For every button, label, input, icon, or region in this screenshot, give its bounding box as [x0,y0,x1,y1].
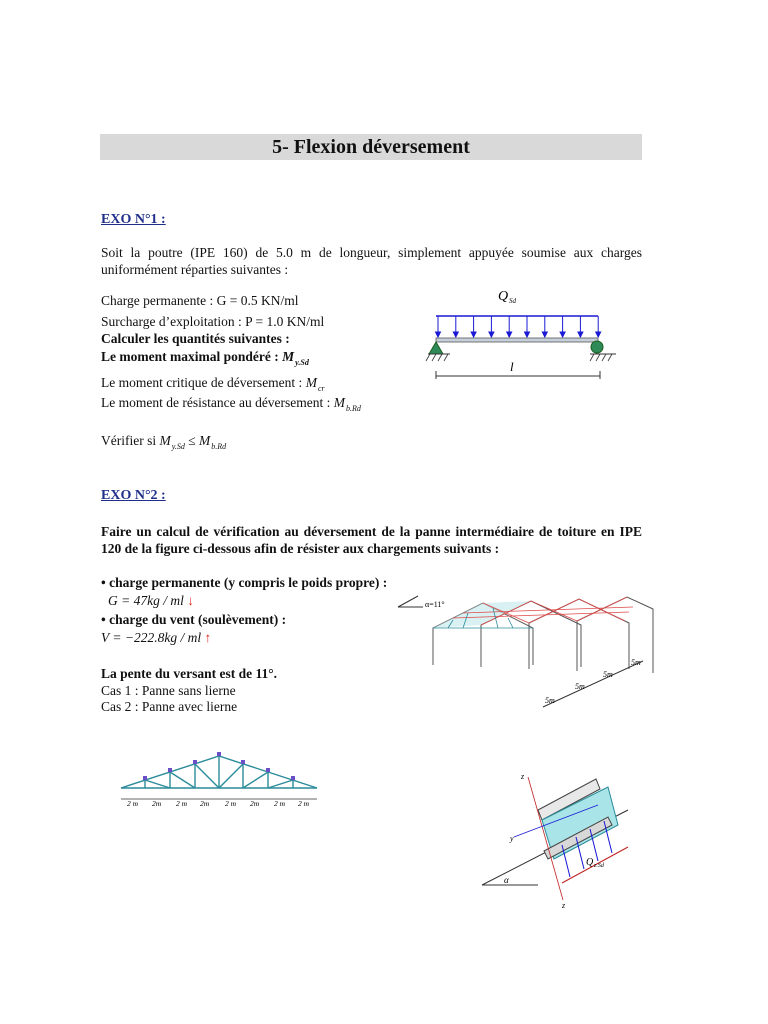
truss-spacing-4: 2m [200,799,210,808]
load-arrowhead [578,332,583,337]
purlin-load-subscript: z.Sd [594,863,604,869]
exo2-heading: EXO N°2 : [101,488,166,503]
roof-panel [433,601,531,628]
exo2-g-value: G = 47kg / ml [108,593,184,608]
y-axis-label: y [510,834,514,843]
exo1-critical-moment-subscript: cr [317,384,325,393]
exo1-resistance-moment-symbol: M [333,395,346,410]
span-dimension-line [543,661,643,707]
exo1-heading: EXO N°1 : [101,212,166,227]
beam-diagram [420,282,625,382]
spacing-label-3: 5m [603,670,613,679]
exo1-verify-m1: M [159,433,171,448]
portal-frames [433,597,653,673]
distributed-load-arrows [436,316,601,337]
spacing-label-4: 5m [631,658,641,667]
beam-length-label: l [510,359,514,374]
spacing-label-1: 5m [545,696,555,705]
section-title: 5- Flexion déversement [272,135,470,158]
exo1-max-moment-subscript: y.Sd [295,358,309,367]
exo1-resistance-moment-text: Le moment de résistance au déversement : [101,395,334,410]
load-arrowhead [596,332,601,337]
load-arrowhead [436,332,441,337]
up-arrow-icon: ↑ [204,630,212,645]
load-arrowhead [453,332,458,337]
exo2-v-value-line [101,629,211,646]
exo2-slope: La pente du versant est de 11°. [101,666,278,681]
ground-hatching [426,354,612,361]
down-arrow-icon: ↓ [187,593,194,608]
exo2-bullet-permanent: • charge permanente (y compris le poids propre) : [101,575,388,590]
section-title-bar [100,134,642,160]
exo1-verify-text: Vérifier si [101,433,160,448]
truss-spacing-5: 2 m [225,799,237,808]
beam-member [436,338,598,342]
bottom-axis-label: z [562,901,566,910]
load-arrowhead [471,332,476,337]
load-arrowhead [507,332,512,337]
exo1-verify-m2: M [199,433,211,448]
exo1-critical-moment-text: Le moment critique de déversement : [101,375,306,390]
exo1-resistance-moment [101,394,361,417]
purlin-load-diagram [478,765,648,910]
exo2-g-value-line [108,592,194,609]
z-axis-label: z [521,772,525,781]
exo2-case2: Cas 2 : Panne avec lierne [101,699,238,714]
exo1-max-moment-symbol: M [282,349,295,364]
exo1-calc-heading: Calculer les quantités suivantes : [101,331,290,346]
truss-spacing-8: 2 m [298,799,310,808]
exo1-permanent-load: Charge permanente : G = 0.5 KN/ml [101,293,299,308]
roller-support-icon [591,341,603,353]
truss-spacing-7: 2 m [274,799,286,808]
exo2-intro-line1: Faire un calcul de vérification au déversement de la panne intermédiaire de toiture en IPE [101,524,642,539]
truss-spacing-2: 2m [152,799,162,808]
load-arrowhead [525,332,530,337]
load-arrowhead [489,332,494,337]
exo1-critical-moment-symbol: M [305,375,317,390]
truss-members [121,756,317,788]
exo1-live-load: Surcharge d’exploitation : P = 1.0 KN/ml [101,314,325,329]
alpha-label: α [504,875,509,885]
exo1-intro-line1: Soit la poutre (IPE 160) de 5.0 m de longueur, simplement appuyée soumise aux charges [101,245,642,260]
truss-spacing-3: 2 m [176,799,188,808]
beam-load-label: Q [498,289,509,304]
exo1-verify-operator: ≤ [184,433,200,448]
truss-spacing-1: 2 m [127,799,139,808]
load-arrowhead [560,332,565,337]
slope-angle-icon [398,596,423,607]
spacing-label-2: 5m [575,682,585,691]
exo1-intro-line2: uniformément réparties suivantes : [101,262,289,277]
exo2-v-value: V = −222.8kg / ml [101,630,202,645]
truss-spacing-labels [127,799,310,808]
pin-support-icon [429,342,443,354]
building-frame-diagram [393,585,658,720]
building-angle-label: α=11° [425,600,445,609]
exo1-max-moment [101,348,309,371]
exo1-max-moment-text: Le moment maximal pondéré : [101,349,283,364]
exo1-resistance-moment-subscript: b.Rd [346,404,361,413]
exo2-bullet-wind: • charge du vent (soulèvement) : [101,612,287,627]
exo2-intro-line2: 120 de la figure ci-dessous afin de résister aux chargements suivants : [101,541,500,556]
load-arrowhead [542,332,547,337]
purlin-load-label: Q [586,857,594,868]
exo1-verify-sub2: b.Rd [211,442,227,451]
exo2-case1: Cas 1 : Panne sans lierne [101,683,236,698]
exo1-verify-sub1: y.Sd [171,442,185,451]
beam-load-subscript: Sd [509,297,516,305]
roof-truss-diagram [115,748,330,813]
truss-spacing-6: 2m [250,799,260,808]
exo1-verification [101,432,226,455]
